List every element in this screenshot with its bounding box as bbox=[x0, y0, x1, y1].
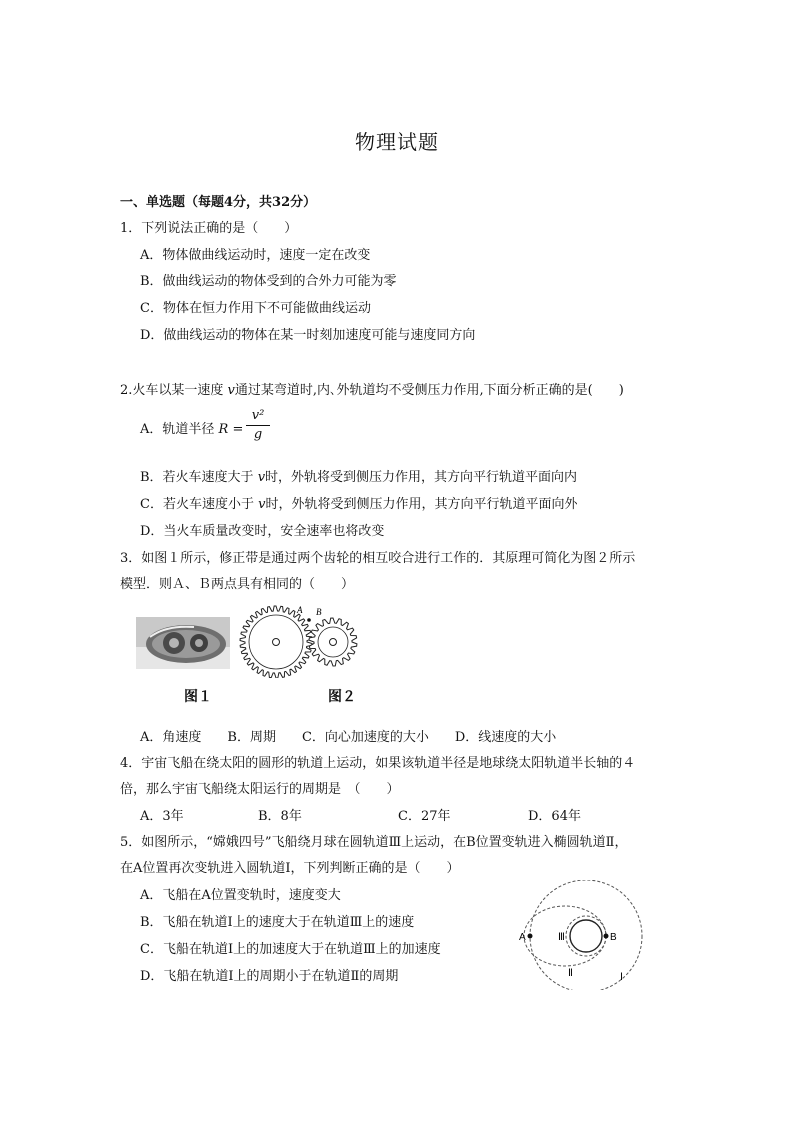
gear-diagram bbox=[238, 604, 364, 678]
question-3-stem-line2: 模型．则Ａ、Ｂ两点具有相同的（ ） bbox=[120, 577, 355, 592]
question-5-option-d: D．飞船在轨道Ⅰ上的周期小于在轨道Ⅱ的周期 bbox=[140, 969, 399, 984]
contact-point bbox=[307, 618, 311, 622]
question-4-option-d: D．64年 bbox=[528, 809, 581, 824]
label-I: Ⅰ bbox=[620, 972, 623, 983]
question-2-option-a bbox=[140, 421, 243, 439]
question-1-option-d: D．做曲线运动的物体在某一时刻加速度可能与速度同方向 bbox=[140, 328, 476, 343]
question-5-stem-line1: 5．如图所示，“嫦娥四号”飞船绕月球在圆轨道Ⅲ上运动，在B位置变轨进入椭圆轨道Ⅱ， bbox=[120, 835, 628, 850]
gear-label-b: B bbox=[316, 607, 322, 617]
large-gear-hub bbox=[273, 639, 280, 646]
question-4-option-c: C．27年 bbox=[398, 809, 451, 824]
question-4-stem-line1: 4．宇宙飞船在绕太阳的圆形的轨道上运动，如果该轨道半径是地球绕太阳轨道半长轴的４ bbox=[120, 756, 636, 771]
question-1-stem: 1．下列说法正确的是（ ） bbox=[120, 221, 298, 236]
option-a-prefix: A．轨道半径 bbox=[140, 422, 219, 437]
fraction-denominator: g bbox=[253, 427, 263, 442]
question-2-option-b bbox=[140, 469, 577, 487]
point-A-marker bbox=[528, 934, 533, 939]
question-2-option-d: D．当火车质量改变时，安全速率也将改变 bbox=[140, 524, 385, 539]
label-II: Ⅱ bbox=[568, 968, 573, 979]
point-B-marker bbox=[604, 934, 609, 939]
label-III: Ⅲ bbox=[558, 932, 565, 943]
option-c-part1: C．若火车速度小于 bbox=[140, 497, 259, 512]
question-3-options: A．角速度 B．周期 C．向心加速度的大小 D．线速度的大小 bbox=[140, 730, 557, 745]
option-b-part2: 时，外轨将受到侧压力作用，其方向平行轨道平面向内 bbox=[265, 470, 578, 485]
equals-sign: = bbox=[228, 422, 244, 437]
question-5-option-c: C．飞船在轨道Ⅰ上的加速度大于在轨道Ⅲ上的加速度 bbox=[140, 942, 441, 957]
question-1-option-c: C．物体在恒力作用下不可能做曲线运动 bbox=[140, 301, 371, 316]
velocity-symbol: v bbox=[227, 383, 235, 398]
question-2-stem bbox=[120, 382, 624, 400]
correction-tape-photo bbox=[136, 617, 230, 669]
fraction-bar bbox=[246, 425, 270, 426]
option-c-part2: 时，外轨将受到侧压力作用，其方向平行轨道平面向外 bbox=[265, 497, 578, 512]
option-b-part1: B．若火车速度大于 bbox=[140, 470, 258, 485]
question-5-stem-line2: 在A位置再次变轨进入圆轨道Ⅰ，下列判断正确的是（ ） bbox=[120, 861, 460, 876]
gear-label-a: A bbox=[297, 605, 303, 615]
question-4-stem-line2: 倍，那么宇宙飞船绕太阳运行的周期是 （ ） bbox=[120, 782, 400, 797]
question-3-stem-line1: 3．如图１所示，修正带是通过两个齿轮的相互咬合进行工作的．其原理可简化为图２所示 bbox=[120, 551, 636, 566]
figure-1-caption: 图１ bbox=[184, 689, 212, 705]
question-5-option-b: B．飞船在轨道Ⅰ上的速度大于在轨道Ⅲ上的速度 bbox=[140, 915, 415, 930]
formula-fraction bbox=[246, 408, 270, 443]
orbit-diagram bbox=[510, 880, 650, 990]
label-A: A bbox=[519, 932, 526, 943]
question-4-option-b: B．8年 bbox=[258, 809, 302, 824]
question-2-stem-part2: 通过某弯道时,内､外轨道均不受侧压力作用,下面分析正确的是( ) bbox=[234, 383, 624, 398]
velocity-symbol: v bbox=[258, 497, 266, 512]
section-heading: 一、单选题（每题4分，共32分） bbox=[120, 195, 317, 210]
label-B: B bbox=[610, 932, 617, 943]
page-title: 物理试题 bbox=[355, 130, 439, 154]
velocity-symbol: v bbox=[257, 470, 266, 485]
question-1-option-a: A．物体做曲线运动时，速度一定在改变 bbox=[140, 248, 371, 263]
question-5-option-a: A．飞船在A位置变轨时，速度变大 bbox=[140, 888, 341, 903]
question-1-option-b: B．做曲线运动的物体受到的合外力可能为零 bbox=[140, 274, 397, 289]
question-2-stem-part1: 2.火车以某一速度 bbox=[120, 383, 228, 398]
fraction-numerator: v² bbox=[251, 408, 265, 423]
radius-symbol: R bbox=[218, 422, 229, 437]
figure-2-caption: 图２ bbox=[328, 689, 356, 705]
question-2-option-c bbox=[140, 496, 577, 514]
small-gear-hub bbox=[330, 639, 337, 646]
question-4-option-a: A．3年 bbox=[140, 809, 184, 824]
moon bbox=[570, 920, 602, 952]
